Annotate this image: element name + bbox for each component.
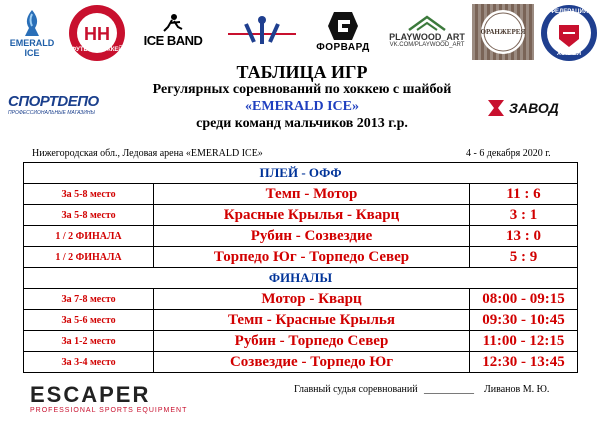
stage-cell: За 3-4 место [24, 352, 154, 373]
league-emblem [226, 12, 298, 50]
table-row [24, 226, 578, 247]
forvard-emblem [326, 10, 360, 42]
table-row [24, 205, 578, 226]
emerald-ice-line2: ICE [24, 48, 40, 58]
result-cell: 09:30 - 10:45 [470, 310, 578, 331]
judge-blank: __________ [424, 384, 474, 395]
table-row [24, 331, 578, 352]
ice-band-text: ICE BAND [143, 32, 203, 48]
sportdepo-text: СПОРТDEПО [8, 93, 99, 110]
playwood-sub: VK.COM/PLAYWOOD_ART [389, 42, 465, 48]
judge-name: Ливанов М. Ю. [484, 384, 550, 395]
football-hockey-text: ФУТБОЛ-ХОККЕЙ [71, 47, 123, 53]
subtitle-line2: «EMERALD ICE» [245, 99, 359, 114]
sportdepo-logo [8, 94, 136, 120]
playwood-house-icon [407, 14, 447, 32]
stage-cell: За 5-8 место [24, 184, 154, 205]
result-cell: 11 : 6 [470, 184, 578, 205]
match-cell: Рубин - Созвездие [154, 226, 470, 247]
result-cell: 3 : 1 [470, 205, 578, 226]
match-cell: Темп - Красные Крылья [154, 310, 470, 331]
sportdepo-sub: ПРОФЕССИОНАЛЬНЫЕ МАГАЗИНЫ [8, 110, 95, 116]
match-cell: Темп - Мотор [154, 184, 470, 205]
table-row [24, 184, 578, 205]
section-header-playoff [24, 163, 578, 184]
match-cell: Созвездие - Торпедо Юг [154, 352, 470, 373]
zavod-logo [486, 96, 586, 120]
match-cell: Мотор - Кварц [154, 289, 470, 310]
dates-text: 4 - 6 декабря 2020 г. [466, 148, 551, 159]
result-cell: 11:00 - 12:15 [470, 331, 578, 352]
result-cell: 13 : 0 [470, 226, 578, 247]
svg-text:НН: НН [84, 24, 110, 44]
games-table [23, 162, 578, 373]
stage-cell: За 7-8 место [24, 289, 154, 310]
emerald-ice-line1: EMERALD [9, 38, 55, 48]
emerald-ice-logo [2, 4, 62, 62]
escaper-text: ESCAPER [30, 382, 151, 407]
match-cell: Рубин - Торпедо Север [154, 331, 470, 352]
oranzhereya-logo [472, 4, 534, 60]
match-cell: Торпедо Юг - Торпедо Север [154, 247, 470, 268]
stage-cell: За 1-2 место [24, 331, 154, 352]
stage-cell: 1 / 2 ФИНАЛА [24, 247, 154, 268]
table-row [24, 289, 578, 310]
playwood-logo [384, 8, 470, 54]
section-header-finals [24, 268, 578, 289]
hockey-league-logo [226, 12, 298, 50]
zavod-text: ЗАВОД [509, 100, 559, 116]
escaper-sub: PROFESSIONAL SPORTS EQUIPMENT [30, 407, 188, 414]
match-cell: Красные Крылья - Кварц [154, 205, 470, 226]
escaper-logo [30, 383, 230, 419]
stage-cell: За 5-8 место [24, 205, 154, 226]
page-title: ТАБЛИЦА ИГР [236, 62, 368, 82]
section-title: ФИНАЛЫ [24, 268, 578, 289]
oranzhereya-text: ОРАНЖЕРЕЯ [480, 28, 526, 36]
football-hockey-emblem [67, 3, 127, 63]
table-row [24, 310, 578, 331]
venue-text: Нижегородская обл., Ледовая арена «EMERALD ICE» [32, 148, 263, 159]
result-cell: 5 : 9 [470, 247, 578, 268]
forvard-text: ФОРВАРД [316, 41, 370, 53]
federation-sub: ХОККЕЯ [556, 51, 582, 57]
result-cell: 08:00 - 09:15 [470, 289, 578, 310]
subtitle-line1: Регулярных соревнований по хоккею с шайбой [152, 82, 452, 97]
ice-band-logo [132, 10, 214, 50]
hockey-federation-logo [538, 3, 600, 63]
zavod-emblem [486, 98, 506, 118]
stage-cell: За 5-6 место [24, 310, 154, 331]
football-hockey-logo [66, 3, 128, 63]
table-row [24, 352, 578, 373]
forvard-logo [302, 6, 384, 56]
emerald-ice-emblem [17, 8, 47, 38]
judge-label: Главный судья соревнований [294, 384, 418, 395]
table-row [24, 247, 578, 268]
result-cell: 12:30 - 13:45 [470, 352, 578, 373]
federation-text: ФЕДЕРАЦИЯ [549, 9, 589, 15]
section-title: ПЛЕЙ - ОФФ [24, 163, 578, 184]
stage-cell: 1 / 2 ФИНАЛА [24, 226, 154, 247]
playwood-text: PLAYWOOD_ART [389, 32, 465, 42]
hockey-player-icon [160, 13, 186, 33]
subtitle-line3: среди команд мальчиков 2013 г.р. [196, 116, 408, 131]
